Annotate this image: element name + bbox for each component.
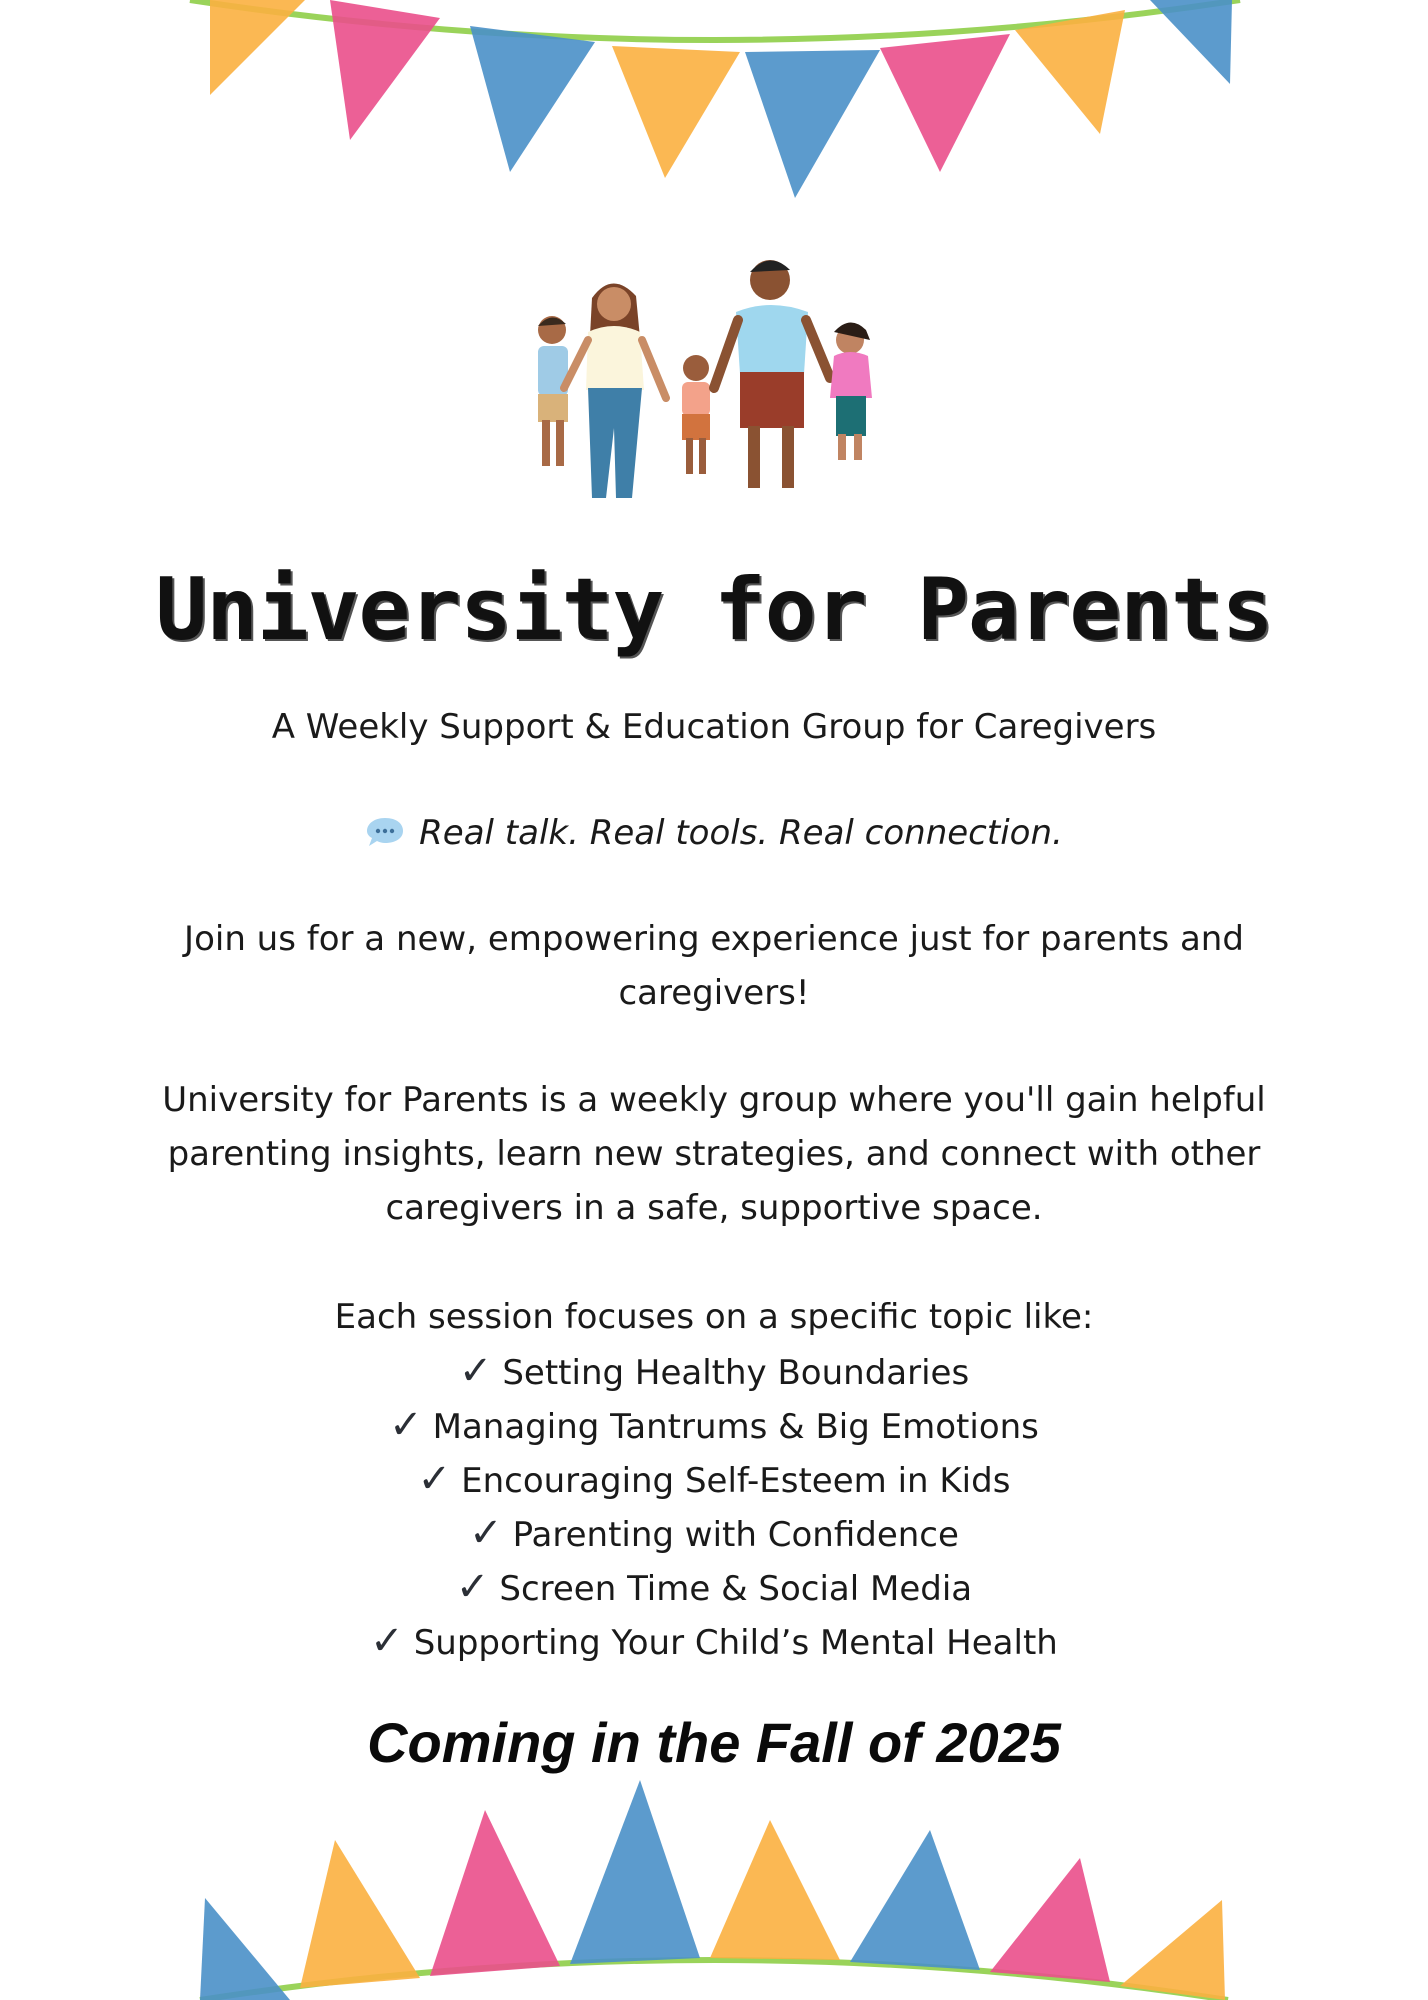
pennant (612, 46, 740, 178)
tagline (0, 806, 1428, 860)
subtitle: A Weekly Support & Education Group for Caregivers (271, 707, 1157, 747)
list-item (0, 1452, 1428, 1506)
description-paragraph: University for Parents is a weekly group where you'll gain helpful parenting insights, learn new strategies, and connect with other caregivers in a safe, supportive space. (162, 1080, 1266, 1228)
bunting-bottom (0, 1780, 1428, 2000)
pennant (430, 1810, 560, 1976)
check-icon: ✓ (455, 1564, 490, 1610)
child-figure-girl (830, 322, 872, 460)
bunting-top (0, 0, 1428, 210)
topic-label: Setting Healthy Boundaries (502, 1353, 970, 1393)
topic-label: Encouraging Self-Esteem in Kids (461, 1461, 1011, 1501)
pennant (745, 50, 880, 198)
coming-soon-heading: Coming in the Fall of 2025 (367, 1711, 1061, 1774)
list-item (0, 1560, 1428, 1614)
pennant (200, 1898, 290, 2000)
pennant (1120, 1900, 1225, 2000)
pennant (850, 1830, 980, 1970)
list-item (0, 1506, 1428, 1560)
topics-list (0, 1344, 1428, 1668)
pennant (1150, 0, 1232, 84)
list-item (0, 1614, 1428, 1668)
pennant (990, 1858, 1110, 1982)
pennant (880, 34, 1010, 172)
list-item (0, 1344, 1428, 1398)
pennant (1015, 10, 1125, 134)
list-item (0, 1398, 1428, 1452)
adult-figure-mother (564, 283, 666, 498)
child-figure-toddler (682, 355, 710, 474)
tagline-text: Real talk. Real tools. Real connection. (419, 813, 1063, 853)
topics-intro: Each session focuses on a specific topic like: (334, 1297, 1094, 1337)
check-icon: ✓ (469, 1510, 503, 1556)
topic-label: Supporting Your Child’s Mental Health (413, 1623, 1058, 1663)
speech-bubble-icon (365, 816, 405, 848)
pennant (710, 1820, 840, 1960)
pennant (210, 0, 305, 95)
topic-label: Parenting with Confidence (512, 1515, 959, 1555)
topic-label: Managing Tantrums & Big Emotions (432, 1407, 1039, 1447)
page-title: University for Parents (155, 560, 1273, 660)
adult-figure-father (714, 260, 830, 488)
family-illustration (500, 228, 930, 528)
intro-paragraph: Join us for a new, empowering experience just for parents and caregivers! (184, 919, 1244, 1013)
check-icon: ✓ (458, 1348, 493, 1394)
pennant (300, 1840, 420, 1988)
check-icon: ✓ (389, 1402, 423, 1448)
pennant (330, 0, 440, 140)
topic-label: Screen Time & Social Media (499, 1569, 973, 1609)
pennant (570, 1780, 700, 1964)
check-icon: ✓ (417, 1456, 452, 1502)
pennant (470, 26, 595, 172)
check-icon: ✓ (370, 1618, 404, 1664)
